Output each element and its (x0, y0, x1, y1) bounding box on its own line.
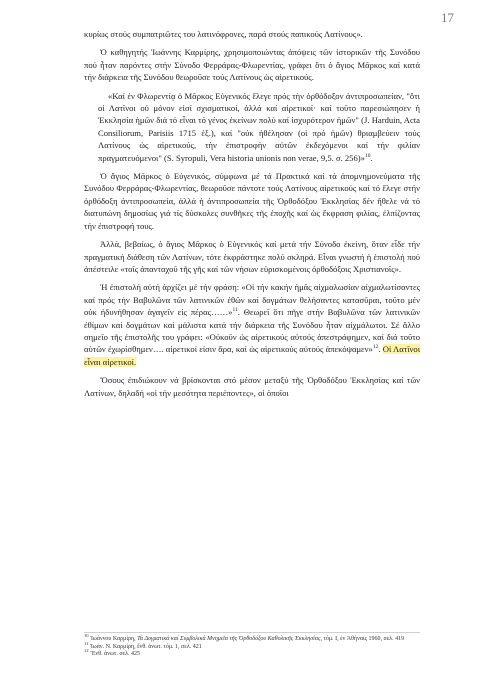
paragraph (84, 238, 420, 275)
highlighted-text: Οἱ Λατῖνοι εἶναι αἱρετικοί. (84, 344, 421, 367)
footnote-ref[interactable]: 11 (232, 307, 238, 314)
paragraph-text: . Θεωρεῖ ὅτι πῆγε στήν Βαβυλῶνα τῶν λατινικῶν ἐθίμων καί δογμάτων καί μάλιστα κατά τήν διάρκεια τῆς Συνόδου ἦταν αἰχμάλωτοι. Σέ ἄλλο σημεῖο τῆς ἐπιστολῆς του γράφει: «Οὐκοῦν ὡς αἱρετικούς αὐτούς ἀπεστράφημεν, καί διά τοῦτο αὐτῶν ἐχωρίσθημεν…. αἱρετικοί εἰσιν ἄρα, καί ὡς αἱρετικούς αὐτούς ἀπεκόψαμεν» (84, 307, 421, 355)
body-text (84, 28, 420, 405)
footnote-text: , τόμ. Ι, ἐν Ἀθήναις 1960, σελ. 419 (320, 636, 405, 642)
paragraph-text: κυρίως στούς συμπατριῶτες του λατινόφρονες, παρά στούς παπικούς Λατίνους». (84, 29, 363, 39)
paragraph (84, 281, 420, 368)
footnote-number: 10 (84, 633, 89, 638)
footnote-number: 12 (84, 648, 89, 654)
footnote-ref[interactable]: 12 (372, 344, 379, 351)
paragraph-text: Ὅσους ἐπιδιώκουν νά βρίσκονται στό μέσον μεταξύ τῆς Ὀρθοδόξου Ἐκκλησίας καί τῶν Λατίνων, δηλαδή «οἱ τήν μεσότητα περιέποντες», οἱ ὁποῖοι (84, 375, 420, 398)
paragraph (84, 46, 420, 83)
paragraph-text: Ὁ ἅγιος Μᾶρκος ὁ Εὐγενικός, σύμφωνα μέ τά Πρακτικά καί τά ἀπομνημονεύματα τῆς Συνόδου Φερράρας-Φλωρεντίας, θεωροῦσε πάντοτε τούς Λατίνους αἱρετικούς καί τό ἔλεγε στήν ὀρθόδοξη ἀντιπροσωπεία, ἀλλά ἡ ἀντιπροσωπεία τῆς Ὀρθοδόξου Ἐκκλησίας δέν ἤθελε νά τό διατυπώνη δημοσίως γιά τίς δύσκολες συνθῆκες τῆς ἐποχῆς καί ὡς ἔκφραση φιλίας, ἐλπίζοντας τήν ἐπιστροφή τους. (84, 171, 420, 231)
paragraph-text: Ἡ ἐπιστολή αὐτή ἀρχίζει μέ τήν φράση: «Οἱ τήν κακήν ἡμᾶς αἰχμαλωσίαν αἰχμαλωτίσαντες καί πρός τήν Βαβυλῶνα τῶν λατινικῶν ἐθῶν καί δογμάτων θελήσαντες κατασῦραι, τοῦτο μέν οὐκ ἠδυνήθησαν ἀγαγεῖν εἰς πέρας……» (84, 282, 420, 318)
footnotes (84, 632, 420, 659)
block-quote: «Καί ἐν Φλωρεντίᾳ ὁ Μᾶρκος Εὐγενικός ἔλεγε πρός τὴν ὀρθόδοξον ἀντιπροσωπείαν, "ὅτι οἱ Λατῖνοι οὐ μόνον εἰσί σχισματικοί, ἀλλά καί αἱρετικοί· καί τοῦτο παρεσιώπησεν ἡ Ἐκκλησία ἡμῶν διά τό εἶναι τό γένος ἐκείνων πολύ καί ἰσχυρότερον ἡμῶν" (J. Harduin, Acta Consiliorum, Parisiis 1715 ἑξ.), καί "οὐκ ἠθέλησαν (οἱ πρό ἡμῶν) θριαμβεύειν τούς Λατίνους ὡς αἱρετικούς, τὴν ἐπιστροφὴν αὐτῶν ἐκδεχόμενοι καί τήν φιλίαν πραγματευόμενοι" (S. Syropuli, Vera historia unionis non verae, 9,5. σ. 256)»$^{10}$. (98, 90, 420, 163)
footnote-number: 11 (84, 640, 89, 646)
footnote-text: Ἔνθ. ἀνωτ. σελ. 425 (90, 651, 140, 658)
paragraph-text: Ὁ καθηγητής Ἰωάννης Καρμίρης, χρησιμοποιώντας ἀπόψεις τῶν ἱστορικῶν τῆς Συνόδου πού ἦταν παρόντες στήν Σύνοδο Φερράρας-Φλωρεντίας, γράφει ὅτι ὁ ἅγιος Μᾶρκος καί κατά τήν διάρκεια τῆς Συνόδου θεωροῦσε τούς Λατίνους ὡς αἱρετικούς. (84, 47, 420, 83)
footnote (84, 648, 420, 659)
page-number: 17 (441, 10, 454, 25)
quote-text: «Καί ἐν Φλωρεντίᾳ ὁ Μᾶρκος Εὐγενικός ἔλεγε πρός τὴν ὀρθόδοξον ἀντιπροσωπείαν, "ὅτι οἱ Λατῖνοι οὐ μόνον εἰσί σχισματικοί, ἀλλά καί αἱρετικοί· καί τοῦτο παρεσιώπησεν ἡ Ἐκκλησία ἡμῶν διά τό εἶναι τό γένος ἐκείνων πολύ καί ἰσχυρότερον ἡμῶν" (J. Harduin, Acta Consiliorum, Parisiis 1715 ἑξ.), καί "οὐκ ἠθέλησαν (οἱ πρό ἡμῶν) θριαμβεύειν τούς Λατίνους ὡς αἱρετικούς, τὴν ἐπιστροφὴν αὐτῶν ἐκδεχόμενοι καί τήν φιλίαν πραγματευόμενοι" (S. Syropuli, Vera historia unionis non verae, 9,5. σ. 256)» (98, 90, 420, 163)
paragraph (84, 28, 420, 40)
paragraph (84, 374, 420, 399)
footnote-title: Τά Δογματικά καί Συμβολικά Μνημεῖα τῆς Ὀρθοδόξου Καθολικῆς Ἐκκλησίας (137, 636, 321, 642)
footnote-text: Ἰωάν. Ν. Καρμίρη, ἔνθ. ἀνωτ. τόμ. 1, σελ. 421 (89, 643, 202, 650)
paragraph-text: . (378, 344, 383, 355)
footnote (84, 633, 420, 644)
paragraph (84, 170, 420, 232)
footnote-text: Ἰωάννου Καρμίρη, (90, 636, 138, 642)
footnote-ref[interactable]: 10 (364, 152, 371, 159)
paragraph-text: Ἀλλά, βεβαίως, ὁ ἅγιος Μᾶρκος ὁ Εὐγενικός καί μετά τήν Σύνοδο ἐκείνη, ὅταν εἶδε τήν πραγματική διάθεση τῶν Λατίνων, τότε ἐκφράστηκε πολύ σκληρά. Εἶναι γνωστή ἡ ἐπιστολή πού ἀπέστειλε «τοῖς ἁπανταχοῦ τῆς γῆς καί τῶν νήσων εὑρισκομένοις ὀρθοδόξοις Χριστιανοῖς». (84, 239, 420, 274)
